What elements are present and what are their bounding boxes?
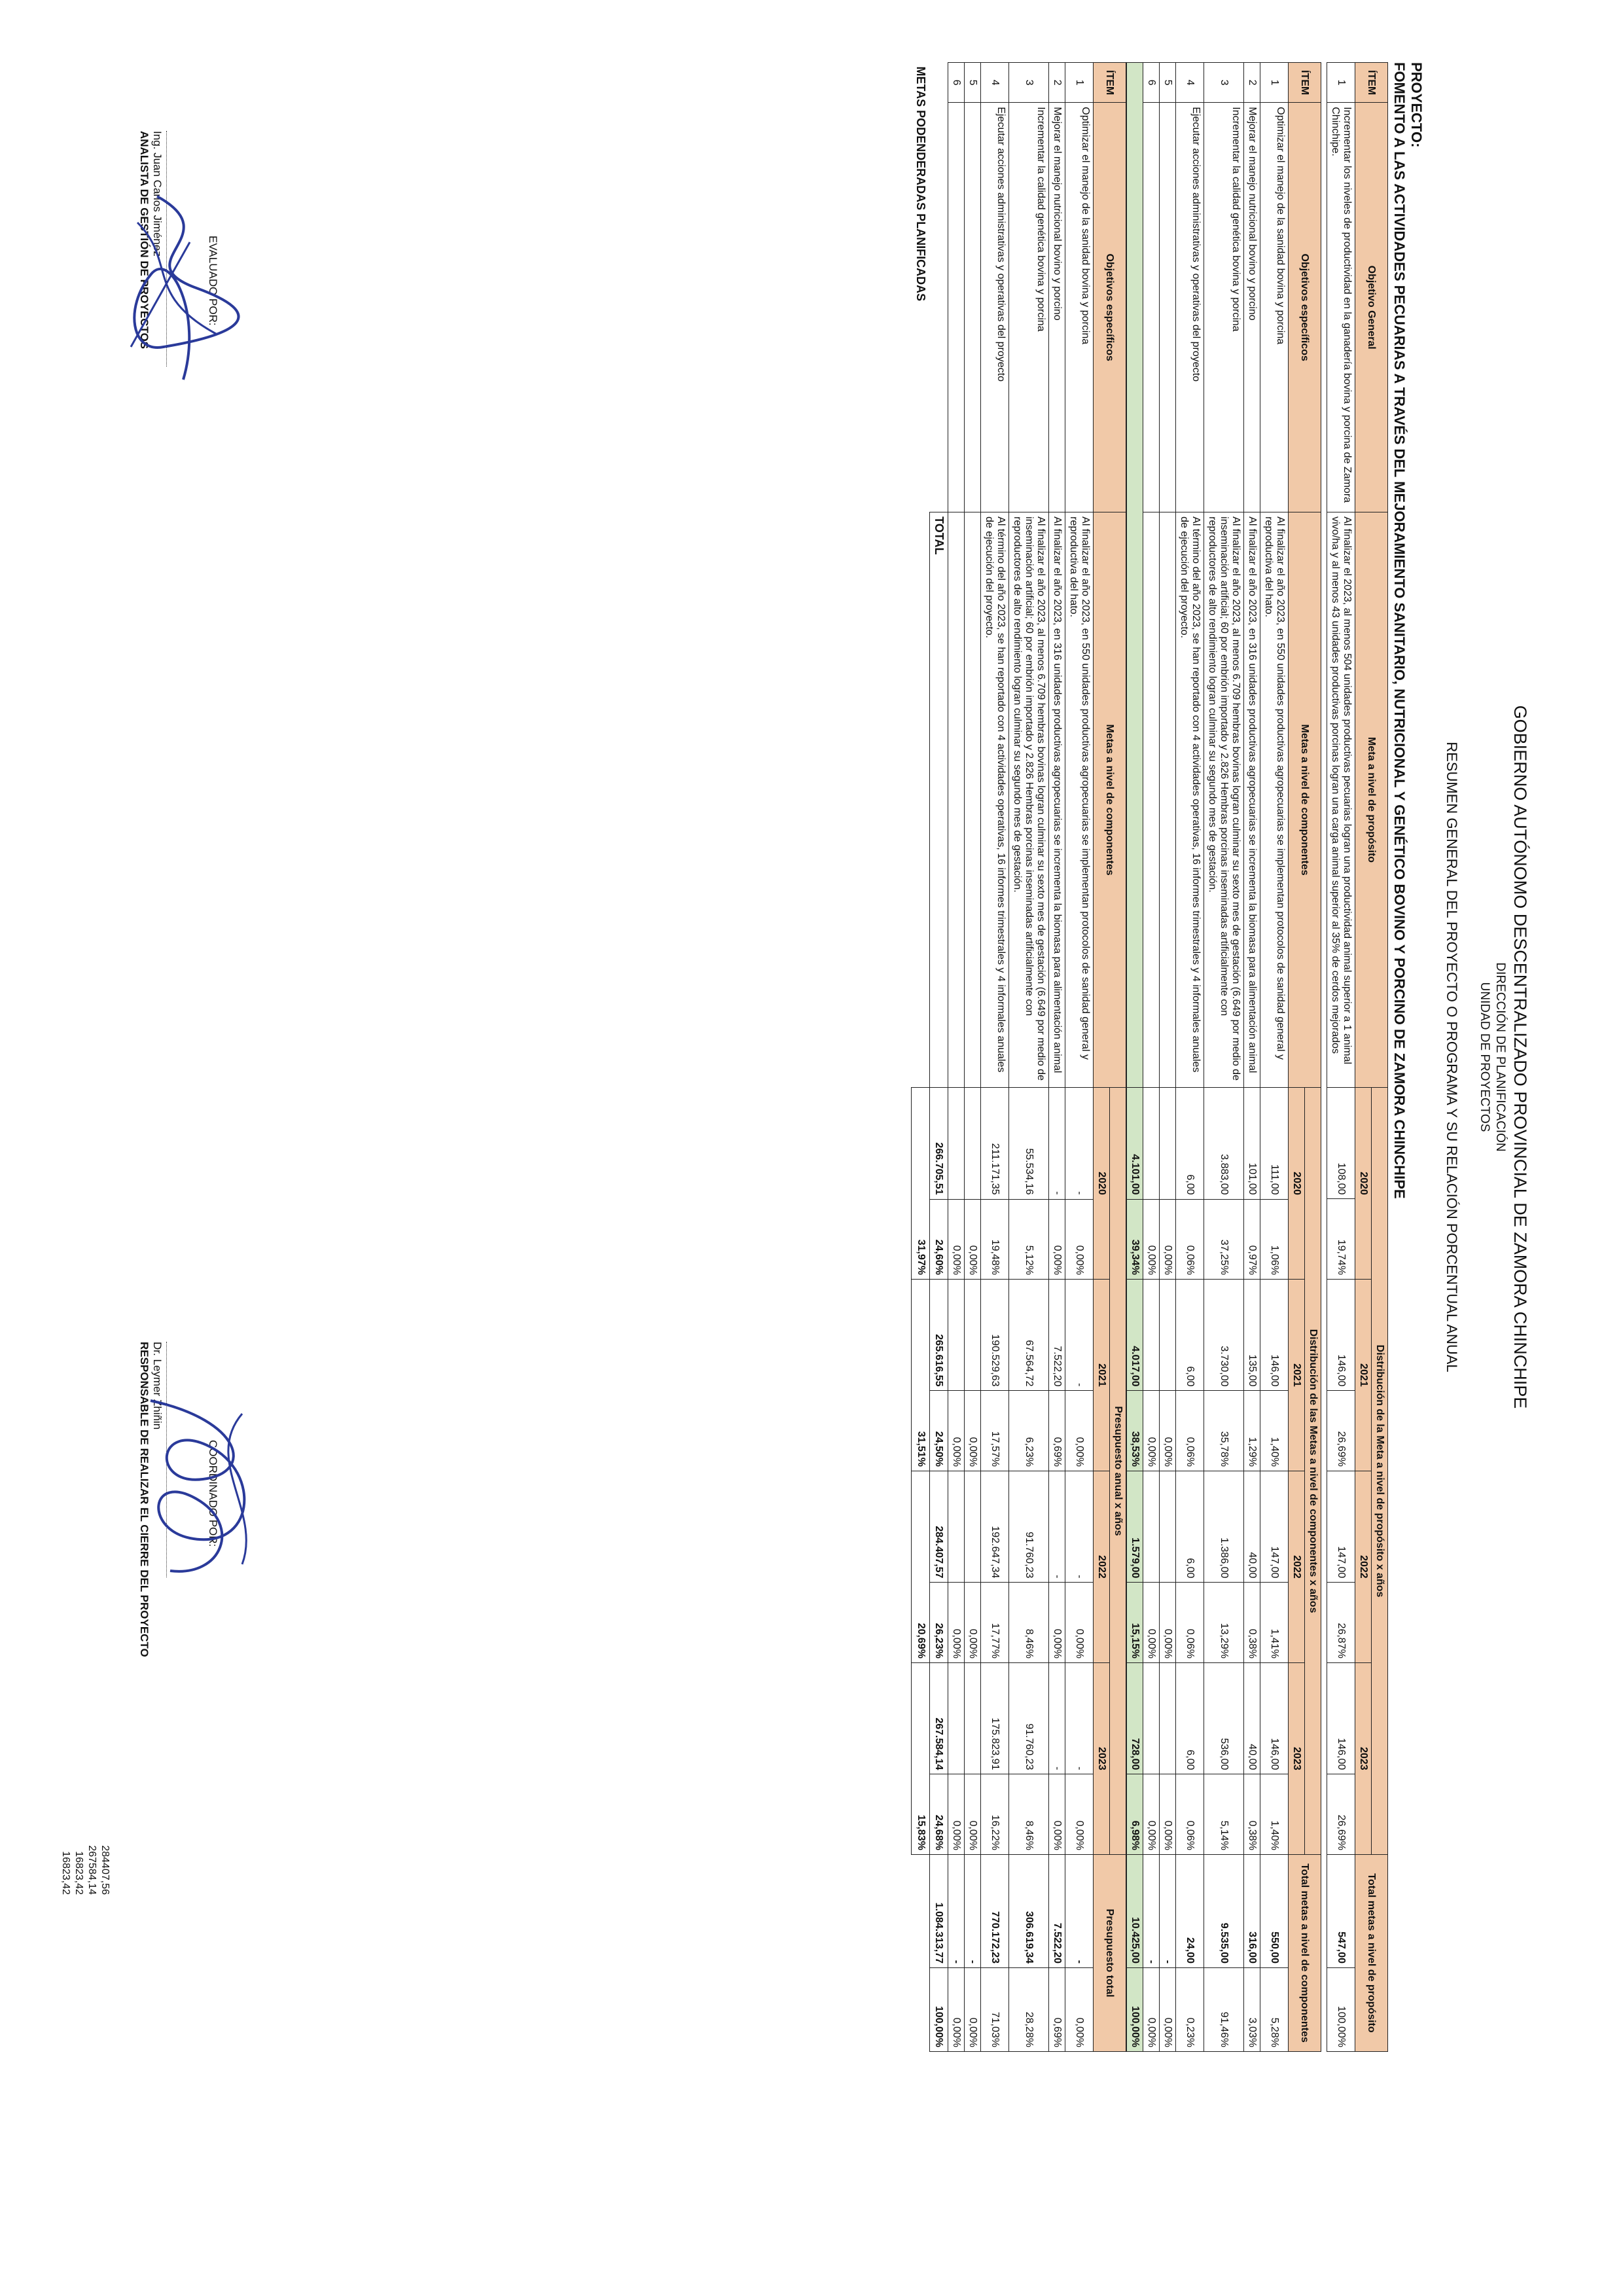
document-title: RESUMEN GENERAL DEL PROYECTO O PROGRAMA Y SU RELACIÓN PORCENTUAL ANUAL (1444, 742, 1460, 1372)
row-item: 4 (981, 63, 1009, 103)
value-cell: 6,00 (1176, 1088, 1204, 1199)
weighted-goals-row (912, 63, 930, 2052)
table-row (1260, 63, 1289, 2052)
department-name: DIRECCIÓN DE PLANIFICACIÓN (1493, 962, 1507, 1152)
total-cell: 7.522,20 (1049, 1854, 1065, 1967)
value-cell: 3.730,00 (1204, 1280, 1244, 1391)
col-total: Presupuesto total (1094, 1854, 1126, 2051)
table-row (981, 63, 1009, 2052)
value-cell (965, 1088, 981, 1199)
percent-cell: 0,06% (1176, 1774, 1204, 1855)
row-objective (948, 103, 965, 512)
row-item: 2 (1049, 63, 1065, 103)
row-item: 1 (1327, 63, 1355, 103)
value-cell: 3.883,00 (1204, 1088, 1244, 1199)
value-cell (965, 1662, 981, 1774)
total-cell: 9.535,00 (1204, 1854, 1244, 1967)
row-objective: Mejorar el manejo nutricional bovino y porcino (1049, 103, 1065, 512)
value-cell: 211.171,35 (981, 1088, 1009, 1199)
total-value-cell: 265.616,55 (930, 1280, 948, 1391)
row-goal: Al finalizar el año 2023, al menos 6.709 hembras bovinas logran culminar su sexto mes de gestación (6.649 por medio de inseminación artificial; 60 por embrión importado y 2.826 Hembras porcinas inseminadas artificialmente con reproductores de alto rendimiento logran culminar su segundo mes de gestación. (1009, 512, 1049, 1088)
year-header: 2022 (1355, 1471, 1372, 1662)
value-cell: 536,00 (1204, 1662, 1244, 1774)
total-value-cell: 4.017,00 (1127, 1280, 1143, 1391)
row-goal: Al finalizar el año 2023, en 550 unidades productivas agropecuarias se implementan protocolos de sanidad general y reproductiva del hato. (1260, 512, 1289, 1088)
percent-cell: 13,29% (1204, 1583, 1244, 1663)
percent-cell: 26,87% (1327, 1583, 1355, 1663)
row-item: 6 (948, 63, 965, 103)
col-objective: Objetivo General (1355, 103, 1388, 512)
percent-cell: 0,00% (1143, 1199, 1160, 1280)
value-cell (965, 1280, 981, 1391)
total-percent-cell: 38,53% (1127, 1391, 1143, 1471)
table-row (1176, 63, 1204, 2052)
percent-cell: 0,38% (1244, 1583, 1260, 1663)
percent-cell: 0,00% (1160, 1391, 1176, 1471)
grand-total-cell: 10.425,00 (1127, 1854, 1143, 1967)
percent-cell: 16,22% (981, 1774, 1009, 1855)
percent-cell: 8,46% (1009, 1583, 1049, 1663)
percent-cell: 0,00% (1065, 1583, 1094, 1663)
percent-cell: 6,23% (1009, 1391, 1049, 1471)
value-cell: 146,00 (1327, 1662, 1355, 1774)
value-cell: - (1049, 1088, 1065, 1199)
value-cell: 6,00 (1176, 1662, 1204, 1774)
weighted-year-percent: 20,69% (912, 1471, 930, 1662)
percent-cell: 1,06% (1260, 1199, 1289, 1280)
row-goal (1160, 512, 1176, 1088)
total-cell: 550,00 (1260, 1854, 1289, 1967)
total-percent-cell: 3,03% (1244, 1968, 1260, 2052)
value-cell: 190.529,63 (981, 1280, 1009, 1391)
percent-cell: 5,14% (1204, 1774, 1244, 1855)
percent-cell: 0,00% (1143, 1391, 1160, 1471)
row-item: 5 (965, 63, 981, 103)
percent-cell: 26,69% (1327, 1774, 1355, 1855)
value-cell: - (1049, 1471, 1065, 1582)
value-cell: 6,00 (1176, 1280, 1204, 1391)
year-header: 2022 (1094, 1471, 1110, 1662)
total-cell: 770.172,23 (981, 1854, 1009, 1967)
total-value-cell: 284.407,57 (930, 1471, 948, 1582)
value-cell: 111,00 (1260, 1088, 1289, 1199)
value-cell (948, 1280, 965, 1391)
percent-cell: 0,97% (1244, 1199, 1260, 1280)
row-item: 4 (1176, 63, 1204, 103)
total-percent-cell: 100,00% (1327, 1968, 1355, 2052)
total-percent-cell: 91,46% (1204, 1968, 1244, 2052)
value-cell: 147,00 (1260, 1471, 1289, 1583)
col-goal: Metas a nivel de componentes (1289, 512, 1321, 1088)
evaluator-role: ANALISTA DE GESTIÓN DE PROYECTOS (138, 131, 151, 350)
evaluator-name: Ing. Juan Carlos Jiménez (151, 131, 164, 257)
value-cell (1143, 1280, 1160, 1391)
percent-cell: 0,00% (1143, 1583, 1160, 1663)
col-item: ÍTEM (1094, 63, 1126, 103)
percent-cell: 26,69% (1327, 1391, 1355, 1471)
total-cell: - (1160, 1854, 1176, 1967)
side-number: 284407,56 (99, 1845, 111, 1895)
total-cell: - (965, 1854, 981, 1967)
row-goal: Al finalizar el año 2023, en 316 unidades productivas agropecuarias se incrementa la biomasa para alimentación animal (1244, 512, 1260, 1088)
total-value-cell: 728,00 (1127, 1662, 1143, 1774)
total-value-cell: 1.579,00 (1127, 1471, 1143, 1583)
value-cell: 40,00 (1244, 1471, 1260, 1583)
row-item: 1 (1065, 63, 1094, 103)
value-cell: 6,00 (1176, 1471, 1204, 1583)
col-item: ÍTEM (1289, 63, 1321, 103)
budget-table (912, 62, 1127, 2052)
table-row (1160, 63, 1176, 2052)
row-goal (1143, 512, 1160, 1088)
coordinated-by-caption: COORDINADO POR: (207, 1440, 219, 1547)
total-percent-cell: 0,69% (1049, 1968, 1065, 2052)
percent-cell: 0,00% (1143, 1774, 1160, 1855)
total-percent-cell: 71,03% (981, 1968, 1009, 2052)
row-objective: Mejorar el manejo nutricional bovino y porcino (1244, 103, 1260, 512)
percent-cell: 0,69% (1049, 1391, 1065, 1471)
coordinator-name: Dr. Leymer Zhiñin (151, 1342, 164, 1430)
weighted-year-percent: 31,97% (912, 1088, 930, 1280)
row-goal: Al término del año 2023, se han reportado con 4 actividades operativas, 16 informes trimestrales y 4 informales anuales de ejecución del proyecto. (981, 512, 1009, 1088)
value-cell (1160, 1471, 1176, 1583)
percent-cell: 0,00% (948, 1583, 965, 1663)
value-cell (1143, 1088, 1160, 1199)
percent-cell: 0,06% (1176, 1583, 1204, 1663)
year-header: 2023 (1289, 1662, 1305, 1854)
value-cell: - (1065, 1471, 1094, 1582)
percent-cell: 0,00% (1049, 1583, 1065, 1663)
year-header: 2021 (1289, 1280, 1305, 1471)
org-name: GOBIERNO AUTÓNOMO DESCENTRALIZADO PROVINCIAL DE ZAMORA CHINCHIPE (1510, 705, 1530, 1409)
project-label: PROYECTO: (1408, 62, 1425, 148)
table-row (1065, 63, 1094, 2052)
table-row (965, 63, 981, 2052)
row-item: 3 (1204, 63, 1244, 103)
total-cell: - (948, 1854, 965, 1967)
row-objective: Ejecutar acciones administrativas y operativas del proyecto (1176, 103, 1204, 512)
percent-cell: 5,12% (1009, 1199, 1049, 1280)
percent-cell: 8,46% (1009, 1774, 1049, 1855)
totals-row (1127, 63, 1143, 2052)
row-item: 1 (1260, 63, 1289, 103)
percent-cell: 37,25% (1204, 1199, 1244, 1280)
col-distribution: Distribución de las Metas a nivel de componentes x años (1305, 1088, 1321, 1855)
total-percent-cell: 0,00% (1160, 1968, 1176, 2052)
row-objective: Optimizar el manejo de la sanidad bovina y porcina (1065, 103, 1094, 512)
grand-percent-cell: 100,00% (1127, 1968, 1143, 2052)
value-cell: 91.760,23 (1009, 1471, 1049, 1582)
percent-cell: 1,40% (1260, 1391, 1289, 1471)
total-percent-cell: 0,00% (965, 1968, 981, 2052)
weighted-year-percent: 15,83% (912, 1662, 930, 1854)
grand-percent-cell: 100,00% (930, 1968, 948, 2052)
row-goal (948, 512, 965, 1088)
percent-cell: 17,77% (981, 1583, 1009, 1663)
total-percent-cell: 15,15% (1127, 1583, 1143, 1663)
percent-cell: 0,00% (948, 1199, 965, 1280)
percent-cell: 0,00% (965, 1199, 981, 1280)
percent-cell: 0,06% (1176, 1391, 1204, 1471)
percent-cell: 0,00% (1065, 1774, 1094, 1855)
side-number: 267584,14 (86, 1845, 98, 1895)
value-cell (1160, 1280, 1176, 1391)
coordinator-role: RESPONSABLE DE REALIZAR EL CIERRE DEL PROYECTO (138, 1342, 151, 1657)
value-cell (948, 1471, 965, 1582)
general-objective-table (1327, 62, 1388, 2052)
row-goal: Al término del año 2023, se han reportado con 4 actividades operativas, 16 informes trimestrales y 4 informales anuales de ejecución del proyecto. (1176, 512, 1204, 1088)
unit-name: UNIDAD DE PROYECTOS (1478, 982, 1491, 1132)
total-percent-cell: 24,68% (930, 1774, 948, 1855)
row-objective (1143, 103, 1160, 512)
year-header: 2020 (1289, 1088, 1305, 1280)
totals-row (930, 63, 948, 2052)
percent-cell: 0,00% (1160, 1774, 1176, 1855)
percent-cell: 0,00% (948, 1391, 965, 1471)
total-percent-cell: 24,60% (930, 1199, 948, 1280)
percent-cell: 35,78% (1204, 1391, 1244, 1471)
table-row (1143, 63, 1160, 2052)
value-cell (948, 1088, 965, 1199)
value-cell (948, 1662, 965, 1774)
row-goal (965, 512, 981, 1088)
percent-cell: 17,57% (981, 1391, 1009, 1471)
value-cell (1143, 1471, 1160, 1583)
col-goal: Metas a nivel de componentes (1094, 512, 1126, 1088)
total-percent-cell: 0,23% (1176, 1968, 1204, 2052)
document-header (1443, 62, 1530, 2052)
value-cell: 175.823,91 (981, 1662, 1009, 1774)
value-cell: 67.564,72 (1009, 1280, 1049, 1391)
value-cell: 55.534,16 (1009, 1088, 1049, 1199)
table-row (948, 63, 965, 2052)
total-value-cell: 266.705,51 (930, 1088, 948, 1199)
row-goal: Al finalizar el año 2023, al menos 6.709 hembras bovinas logran culminar su sexto mes de gestación (6.649 por medio de inseminación artificial; 60 por embrión importado y 2.826 Hembras porcinas inseminadas artificialmente con reproductores de alto rendimiento logran culminar su segundo mes de gestación. (1204, 512, 1244, 1088)
side-calculation-numbers (59, 1803, 111, 1895)
total-label: TOTAL (930, 512, 948, 1088)
row-goal: Al finalizar el año 2023, en 316 unidades productivas agropecuarias se incrementa la biomasa para alimentación animal (1049, 512, 1065, 1088)
percent-cell: 0,00% (1160, 1583, 1176, 1663)
year-header: 2020 (1355, 1088, 1372, 1280)
grand-total-cell: 1.084.313,77 (930, 1854, 948, 1967)
col-objective: Objetivos específicos (1289, 103, 1321, 512)
value-cell: - (1065, 1280, 1094, 1391)
value-cell (965, 1471, 981, 1582)
total-percent-cell: 0,00% (1143, 1968, 1160, 2052)
col-distribution: Distribución de la Meta a nivel de propósito x años (1372, 1088, 1388, 1855)
year-header: 2023 (1355, 1662, 1372, 1854)
total-cell: 24,00 (1176, 1854, 1204, 1967)
year-header: 2021 (1094, 1280, 1110, 1471)
value-cell (1143, 1662, 1160, 1774)
total-percent-cell: 0,00% (1065, 1968, 1094, 2052)
value-cell: 146,00 (1260, 1662, 1289, 1774)
percent-cell: 0,00% (1065, 1391, 1094, 1471)
year-header: 2020 (1094, 1088, 1110, 1280)
value-cell: 40,00 (1244, 1662, 1260, 1774)
total-cell: 547,00 (1327, 1854, 1355, 1967)
value-cell (1160, 1662, 1176, 1774)
percent-cell: 0,00% (1160, 1199, 1176, 1280)
value-cell: - (1065, 1662, 1094, 1774)
row-objective: Optimizar el manejo de la sanidad bovina y porcina (1260, 103, 1289, 512)
specific-objectives-table (1126, 62, 1321, 2052)
total-percent-cell: 28,28% (1009, 1968, 1049, 2052)
value-cell: 192.647,34 (981, 1471, 1009, 1582)
row-objective (1160, 103, 1176, 512)
total-value-cell: 4.101,00 (1127, 1088, 1143, 1199)
total-cell: - (1065, 1854, 1094, 1967)
percent-cell: 0,00% (948, 1774, 965, 1855)
row-goal: Al finalizar el año 2023, en 550 unidades productivas agropecuarias se implementan protocolos de sanidad general y reproductiva del hato. (1065, 512, 1094, 1088)
project-name: FOMENTO A LAS ACTIVIDADES PECUARIAS A TRAVÉS DEL MEJORAMIENTO SANITARIO, NUTRICIONAL Y GENÉTICO BOVINO Y PORCINO DE ZAMORA CHINCHIPE (1391, 62, 1408, 1199)
row-objective (965, 103, 981, 512)
total-cell: 316,00 (1244, 1854, 1260, 1967)
total-cell: 306.619,34 (1009, 1854, 1049, 1967)
side-number: 16823,42 (73, 1851, 84, 1895)
row-objective: Incrementar los niveles de productividad en la ganadería bovina y porcina de Zamora Chinchipe. (1327, 103, 1355, 512)
row-item: 5 (1160, 63, 1176, 103)
value-cell: 108,00 (1327, 1088, 1355, 1199)
percent-cell: 1,41% (1260, 1583, 1289, 1663)
row-objective: Incrementar la calidad genética bovina y porcina (1009, 103, 1049, 512)
value-cell (1160, 1088, 1176, 1199)
percent-cell: 0,00% (1049, 1199, 1065, 1280)
year-header: 2021 (1355, 1279, 1372, 1471)
percent-cell: 0,06% (1176, 1199, 1204, 1280)
percent-cell: 0,00% (1065, 1199, 1094, 1280)
col-total: Total metas a nivel de propósito (1355, 1854, 1388, 2051)
percent-cell: 1,29% (1244, 1391, 1260, 1471)
value-cell: 146,00 (1327, 1279, 1355, 1390)
total-percent-cell: 39,34% (1127, 1199, 1143, 1280)
row-item: 2 (1244, 63, 1260, 103)
value-cell: - (1065, 1088, 1094, 1199)
col-item: ÍTEM (1355, 63, 1388, 103)
percent-cell: 1,40% (1260, 1774, 1289, 1855)
year-header: 2023 (1094, 1662, 1110, 1854)
col-budget-distribution: Presupuesto anual x años (1110, 1088, 1126, 1855)
total-percent-cell: 0,00% (948, 1968, 965, 2052)
percent-cell: 0,00% (965, 1774, 981, 1855)
value-cell: 101,00 (1244, 1088, 1260, 1199)
col-goal: Meta a nivel de propósito (1355, 512, 1388, 1088)
value-cell: - (1049, 1662, 1065, 1774)
total-percent-cell: 26,23% (930, 1583, 948, 1663)
total-cell: - (1143, 1854, 1160, 1967)
table-row (1009, 63, 1049, 2052)
percent-cell: 19,74% (1327, 1199, 1355, 1280)
weighted-goals-label: METAS PODENDERADAS PLANIFICADAS (914, 66, 927, 302)
percent-cell: 19,48% (981, 1199, 1009, 1280)
value-cell: 7.522,20 (1049, 1280, 1065, 1391)
value-cell: 147,00 (1327, 1471, 1355, 1582)
percent-cell: 0,38% (1244, 1774, 1260, 1855)
year-header: 2022 (1289, 1471, 1305, 1663)
row-goal: Al finalizar el 2023, al menos 504 unidades productivas pecuarias logran una productividad animal superior a 1 animal vivo/ha y al menos 43 unidades productivas porcinas logran una carga animal superior al 35% de cerdos mejorados (1327, 512, 1355, 1088)
table-row (1327, 63, 1355, 2052)
percent-cell: 0,00% (965, 1583, 981, 1663)
coordinator-signature-icon (124, 1381, 281, 1590)
total-percent-cell: 24,50% (930, 1391, 948, 1471)
evaluated-by-caption: EVALUADO POR: (207, 236, 219, 326)
col-total: Total metas a nivel de componentes (1289, 1854, 1321, 2051)
total-value-cell: 267.584,14 (930, 1662, 948, 1774)
value-cell: 1.386,00 (1204, 1471, 1244, 1583)
percent-cell: 0,00% (1049, 1774, 1065, 1855)
col-objective: Objetivos específicos (1094, 103, 1126, 512)
row-objective: Ejecutar acciones administrativas y operativas del proyecto (981, 103, 1009, 512)
total-percent-cell: 6,98% (1127, 1774, 1143, 1855)
value-cell: 135,00 (1244, 1280, 1260, 1391)
side-number: 16823,42 (60, 1851, 71, 1895)
table-row (1204, 63, 1244, 2052)
total-percent-cell: 5,28% (1260, 1968, 1289, 2052)
table-row (1049, 63, 1065, 2052)
percent-cell: 0,00% (965, 1391, 981, 1471)
row-item: 6 (1143, 63, 1160, 103)
weighted-year-percent: 31,51% (912, 1280, 930, 1471)
row-item: 3 (1009, 63, 1049, 103)
row-objective: Incrementar la calidad genética bovina y porcina (1204, 103, 1244, 512)
table-row (1244, 63, 1260, 2052)
value-cell: 91.760,23 (1009, 1662, 1049, 1774)
evaluator-signature-icon (111, 183, 255, 393)
value-cell: 146,00 (1260, 1280, 1289, 1391)
